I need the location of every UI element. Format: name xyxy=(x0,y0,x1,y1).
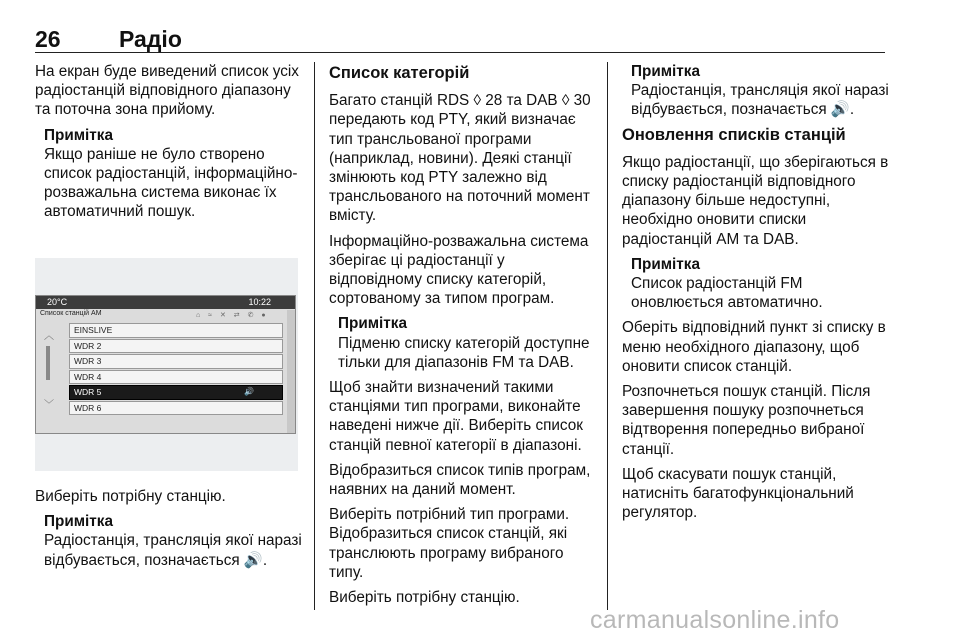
note-title: Примітка xyxy=(44,513,113,531)
paragraph: Виберіть потрібну станцію. xyxy=(329,589,520,607)
note xyxy=(631,255,890,313)
note-text: Якщо раніше не було створено список радіостанцій, інформаційно-розважальна система виконає їх автоматичний пошук. xyxy=(44,145,298,221)
station-item[interactable]: WDR 2 xyxy=(69,339,283,354)
temperature: 20°C xyxy=(47,297,68,307)
paragraph: Щоб знайти визначений такими станціями тип програми, виконайте наведені нижче дії. Виберіть список станцій певної категорії в діапазоні. xyxy=(329,379,583,454)
paragraph: Розпочнеться пошук станцій. Після завершення пошуку розпочнеться відтворення попередньо вибраної станції. xyxy=(622,383,871,458)
paragraph: Виберіть потрібний тип програми. Відобразиться список станцій, які транслюють програму вибраного типу. xyxy=(329,506,570,581)
section-title: Радіо xyxy=(119,26,182,52)
note-title: Примітка xyxy=(631,255,700,273)
station-item-selected[interactable]: WDR 5 🔊 xyxy=(69,385,283,400)
intro-paragraph: На екран буде виведений список усіх радіостанцій відповідного діапазону та поточна зона прийому. xyxy=(35,63,299,119)
note-text: Радіостанція, трансляція якої наразі відбувається, позначається 🔊. xyxy=(631,82,889,119)
status-icons: ⌂ ≈ ✕ ⇄ ✆ ● xyxy=(196,312,269,319)
column-1-bottom xyxy=(35,487,305,576)
speaker-icon: 🔊 xyxy=(244,387,254,396)
side-panel xyxy=(287,310,295,433)
status-bar xyxy=(36,296,295,309)
paragraph: Оберіть відповідний пункт зі списку в меню необхідного діапазону, щоб оновити список станцій. xyxy=(622,319,886,375)
paragraph: Якщо радіостанції, що зберігаються в списку радіостанцій відповідного діапазону більше недоступні, необхідно оновити списки радіостанцій AM та DAB. xyxy=(622,153,889,248)
select-station-text: Виберіть потрібну станцію. xyxy=(35,488,226,505)
column-3 xyxy=(622,62,890,528)
station-item[interactable]: WDR 3 xyxy=(69,354,283,369)
clock: 10:22 xyxy=(248,297,271,307)
station-list-title: Список станцій AM xyxy=(40,310,102,317)
station-item[interactable]: EINSLIVE xyxy=(69,323,283,338)
page-number: 26 xyxy=(35,26,61,52)
paragraph: Багато станцій RDS ◊ 28 та DAB ◊ 30 передають код PTY, який визначає тип транcльованої програми (наприклад, новини). Деякі станції змінюють код PTY залежно від транcльованого на поточний момент вмісту. xyxy=(329,92,591,225)
category-list-heading: Список категорій xyxy=(329,64,470,82)
paragraph: Інформаційно-розважальна система зберігає ці радіостанції у відповідному списку категорій, сортованому за типом програм. xyxy=(329,232,589,308)
paragraph: Відобразиться список типів програм, наявних на даний момент. xyxy=(329,461,591,499)
column-1 xyxy=(35,62,305,228)
note xyxy=(44,512,305,570)
note-title: Примітка xyxy=(338,315,407,333)
scroll-down-icon[interactable]: ﹀ xyxy=(44,400,54,411)
page-header xyxy=(35,24,885,53)
paragraph: Щоб скасувати пошук станцій, натисніть багатофункціональний регулятор. xyxy=(622,465,854,522)
station-item[interactable]: WDR 4 xyxy=(69,370,283,385)
note xyxy=(338,314,599,372)
column-divider xyxy=(314,62,315,610)
note-text: Список радіостанцій FM оновлюється автоматично. xyxy=(631,275,823,312)
column-2 xyxy=(329,62,599,613)
note xyxy=(44,126,305,222)
station-item[interactable]: WDR 6 xyxy=(69,401,283,416)
note-text: Підменю списку категорій доступне тільки для діапазонів FM та DAB. xyxy=(338,334,590,371)
update-lists-heading: Оновлення списків станцій xyxy=(622,125,846,144)
note-text: Радіостанція, трансляція якої наразі відбувається, позначається 🔊. xyxy=(44,532,302,569)
note-title: Примітка xyxy=(631,63,700,80)
scrollbar[interactable] xyxy=(46,346,50,380)
column-divider xyxy=(607,62,608,610)
station-list xyxy=(69,323,283,416)
watermark: carmanualsonline.info xyxy=(590,606,840,634)
note-title: Примітка xyxy=(44,126,113,144)
radio-station-list-screenshot xyxy=(35,295,296,434)
scroll-up-icon[interactable]: ︿ xyxy=(44,331,54,342)
note xyxy=(631,62,890,120)
